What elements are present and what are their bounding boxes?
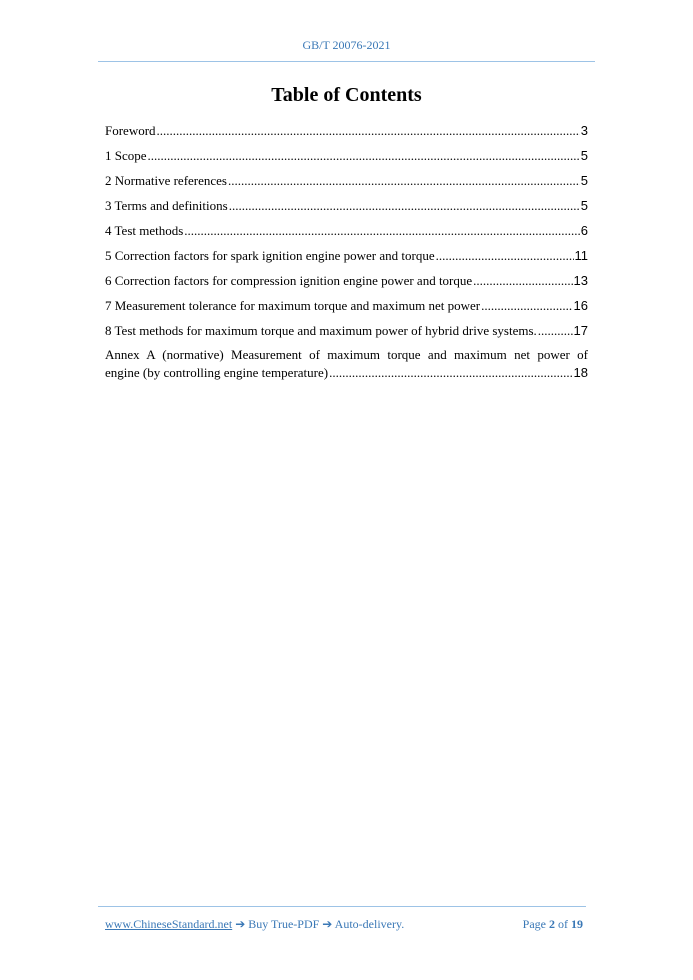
toc-entry-terms-definitions[interactable] (105, 193, 588, 218)
toc-entry-normative-references[interactable] (105, 168, 588, 193)
toc-entry-label: 1 Scope (105, 148, 147, 163)
toc-heading: Table of Contents (271, 84, 422, 106)
header-divider (98, 61, 595, 62)
page-indicator (523, 917, 583, 932)
dot-leader (184, 218, 579, 243)
page-prefix: Page (522, 917, 546, 931)
dot-leader (473, 268, 572, 293)
current-page-number: 2 (549, 917, 555, 931)
promo-text: ➔ Buy True-PDF ➔ Auto-delivery. (235, 917, 405, 931)
toc-entry-label: Annex A (normative) Measurement of maximum torque and maximum net power of (105, 347, 588, 362)
toc-entry-page: 18 (573, 365, 588, 380)
toc-entry-label: 5 Correction factors for spark ignition engine power and torque (105, 248, 435, 263)
toc-entry-page: 5 (580, 148, 588, 163)
dot-leader (329, 364, 572, 382)
toc-entry-page: 17 (573, 323, 588, 338)
total-pages: 19 (571, 917, 583, 931)
toc-entry-page: 5 (580, 173, 588, 188)
toc-entry-label: 3 Terms and definitions (105, 198, 228, 213)
table-of-contents (105, 118, 588, 382)
dot-leader (538, 318, 573, 343)
toc-entry-page: 16 (573, 298, 588, 313)
toc-entry-measurement-tolerance[interactable] (105, 293, 588, 318)
toc-entry-spark-ignition[interactable] (105, 243, 588, 268)
dot-leader (148, 143, 580, 168)
dot-leader (481, 293, 572, 318)
toc-entry-foreword[interactable] (105, 118, 588, 143)
toc-entry-label: Foreword (105, 123, 156, 138)
toc-entry-compression-ignition[interactable] (105, 268, 588, 293)
toc-entry-scope[interactable] (105, 143, 588, 168)
dot-leader (228, 168, 580, 193)
toc-entry-page: 13 (573, 273, 588, 288)
dot-leader (436, 243, 574, 268)
toc-entry-label-continued: engine (by controlling engine temperature) (105, 365, 329, 380)
toc-entry-page: 6 (580, 223, 588, 238)
toc-entry-page: 5 (580, 198, 588, 213)
document-id-header: GB/T 20076-2021 (302, 38, 391, 52)
toc-entry-label: 7 Measurement tolerance for maximum torque and maximum net power (105, 298, 481, 313)
dot-leader (229, 193, 580, 218)
toc-entry-annex-a[interactable] (105, 343, 588, 382)
footer-divider (98, 906, 586, 907)
toc-entry-label: 2 Normative references (105, 173, 227, 188)
toc-entry-page: 3 (580, 123, 588, 138)
page-of: of (558, 917, 568, 931)
footer-promo (105, 917, 404, 932)
toc-entry-label: 6 Correction factors for compression ignition engine power and torque (105, 273, 473, 288)
toc-entry-test-methods[interactable] (105, 218, 588, 243)
dot-leader (157, 118, 580, 143)
website-link[interactable]: www.ChineseStandard.net (105, 917, 233, 931)
toc-entry-hybrid-drive[interactable] (105, 318, 588, 343)
toc-entry-label: 4 Test methods (105, 223, 184, 238)
toc-entry-page: 11 (574, 248, 588, 263)
toc-entry-label: 8 Test methods for maximum torque and maximum power of hybrid drive systems. (105, 323, 537, 338)
